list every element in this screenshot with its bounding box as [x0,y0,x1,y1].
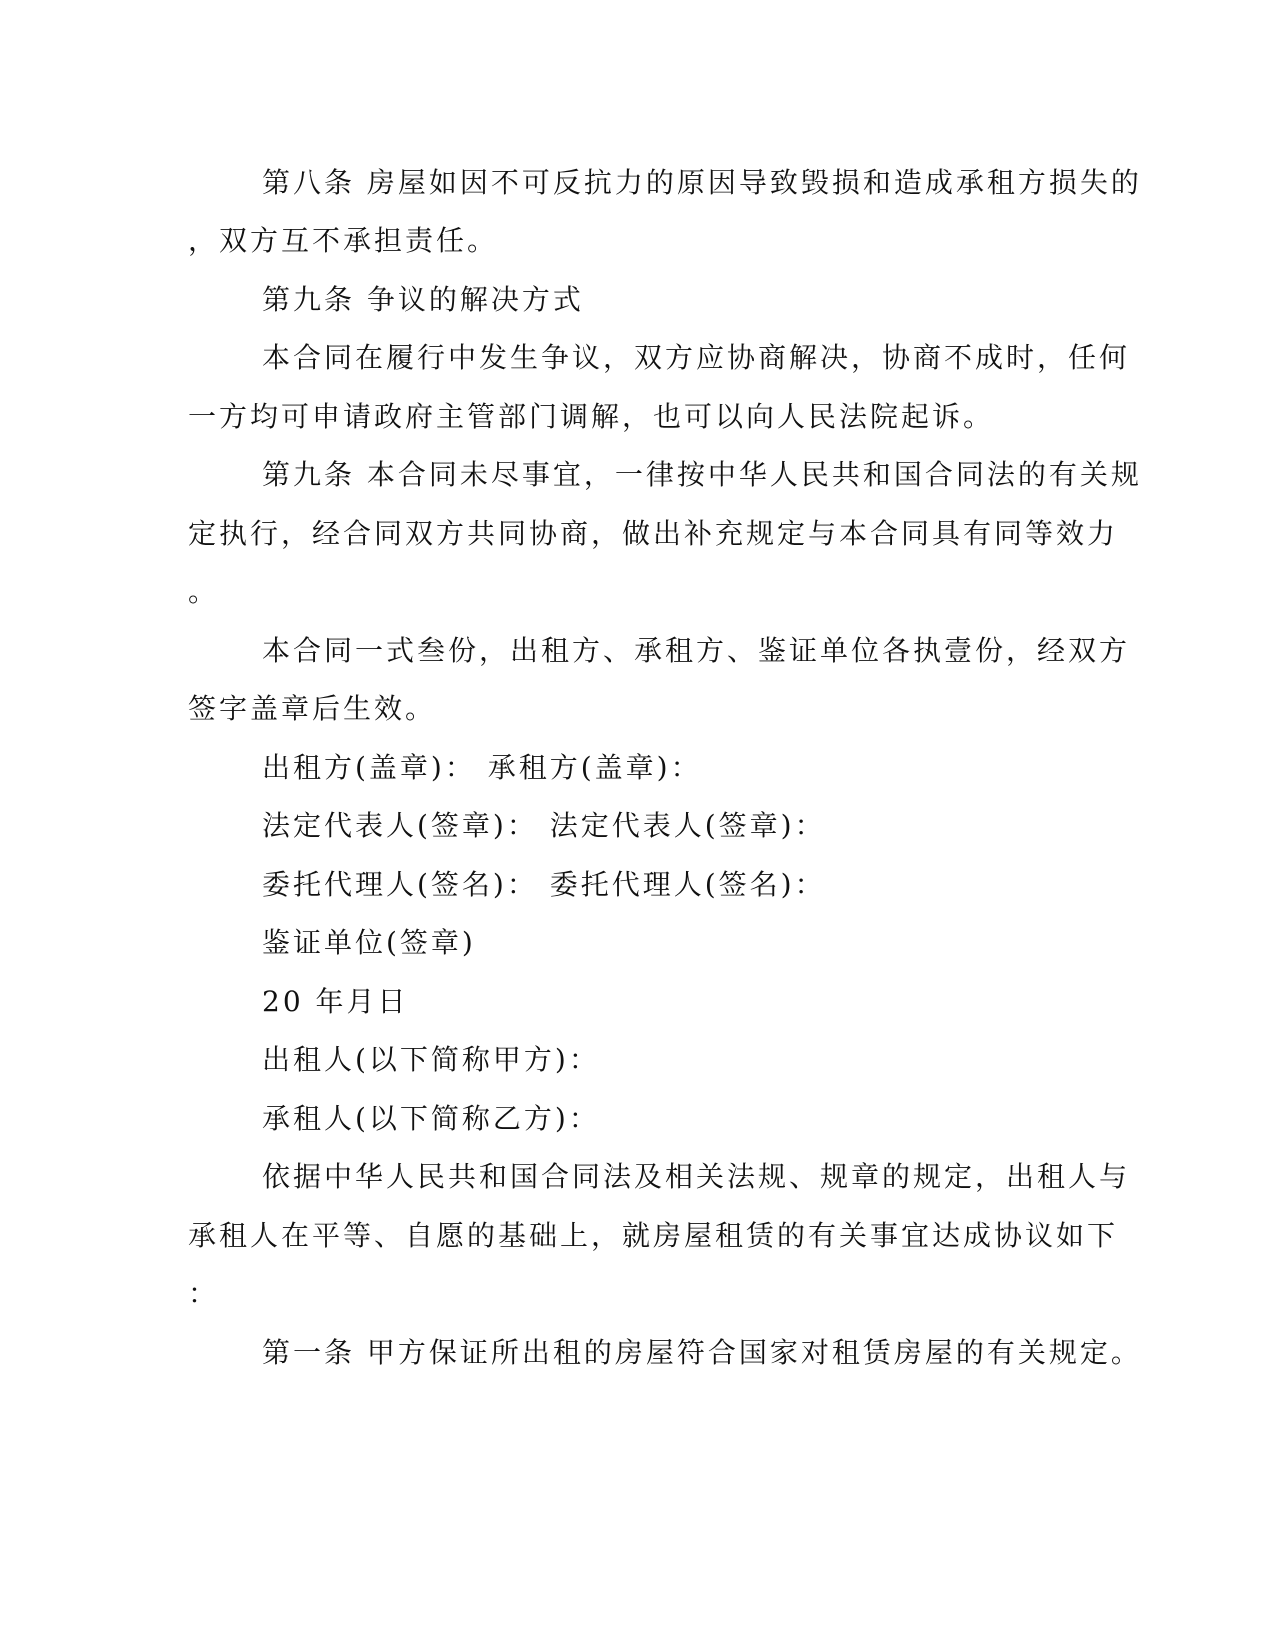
lessee-line: 承租人(以下简称乙方)： [262,1102,600,1135]
text-line: 第一条 甲方保证所出租的房屋符合国家对租赁房屋的有关规定。 [262,1336,1142,1369]
date-line: 20 年月日 [262,985,409,1018]
section-heading: 第九条 争议的解决方式 [262,283,584,316]
text-line: 承租人在平等、自愿的基础上，就房屋租赁的有关事宜达成协议如下 [188,1219,1119,1252]
text-line: ： [188,1277,220,1310]
signature-line-party: 出租方(盖章)： 承租方(盖章)： [262,751,702,784]
text-line: 第九条 本合同未尽事宜，一律按中华人民共和国合同法的有关规 [262,458,1142,491]
text-line: 签字盖章后生效。 [188,692,437,725]
lessor-line: 出租人(以下简称甲方)： [262,1043,600,1076]
text-line: 依据中华人民共和国合同法及相关法规、规章的规定，出租人与 [262,1160,1131,1193]
text-line: 本合同一式叁份，出租方、承租方、鉴证单位各执壹份，经双方 [262,634,1131,667]
text-line: 。 [188,575,220,608]
signature-line-witness: 鉴证单位(签章) [262,926,476,959]
text-line: ，双方互不承担责任。 [188,224,499,257]
text-line: 定执行，经合同双方共同协商，做出补充规定与本合同具有同等效力 [188,517,1119,550]
text-line: 第八条 房屋如因不可反抗力的原因导致毁损和造成承租方损失的 [262,166,1142,199]
text-line: 一方均可申请政府主管部门调解，也可以向人民法院起诉。 [188,400,995,433]
signature-line-agent: 委托代理人(签名)： 委托代理人(签名)： [262,868,826,901]
signature-line-representative: 法定代表人(签章)： 法定代表人(签章)： [262,809,826,842]
text-line: 本合同在履行中发生争议，双方应协商解决，协商不成时，任何 [262,341,1131,374]
